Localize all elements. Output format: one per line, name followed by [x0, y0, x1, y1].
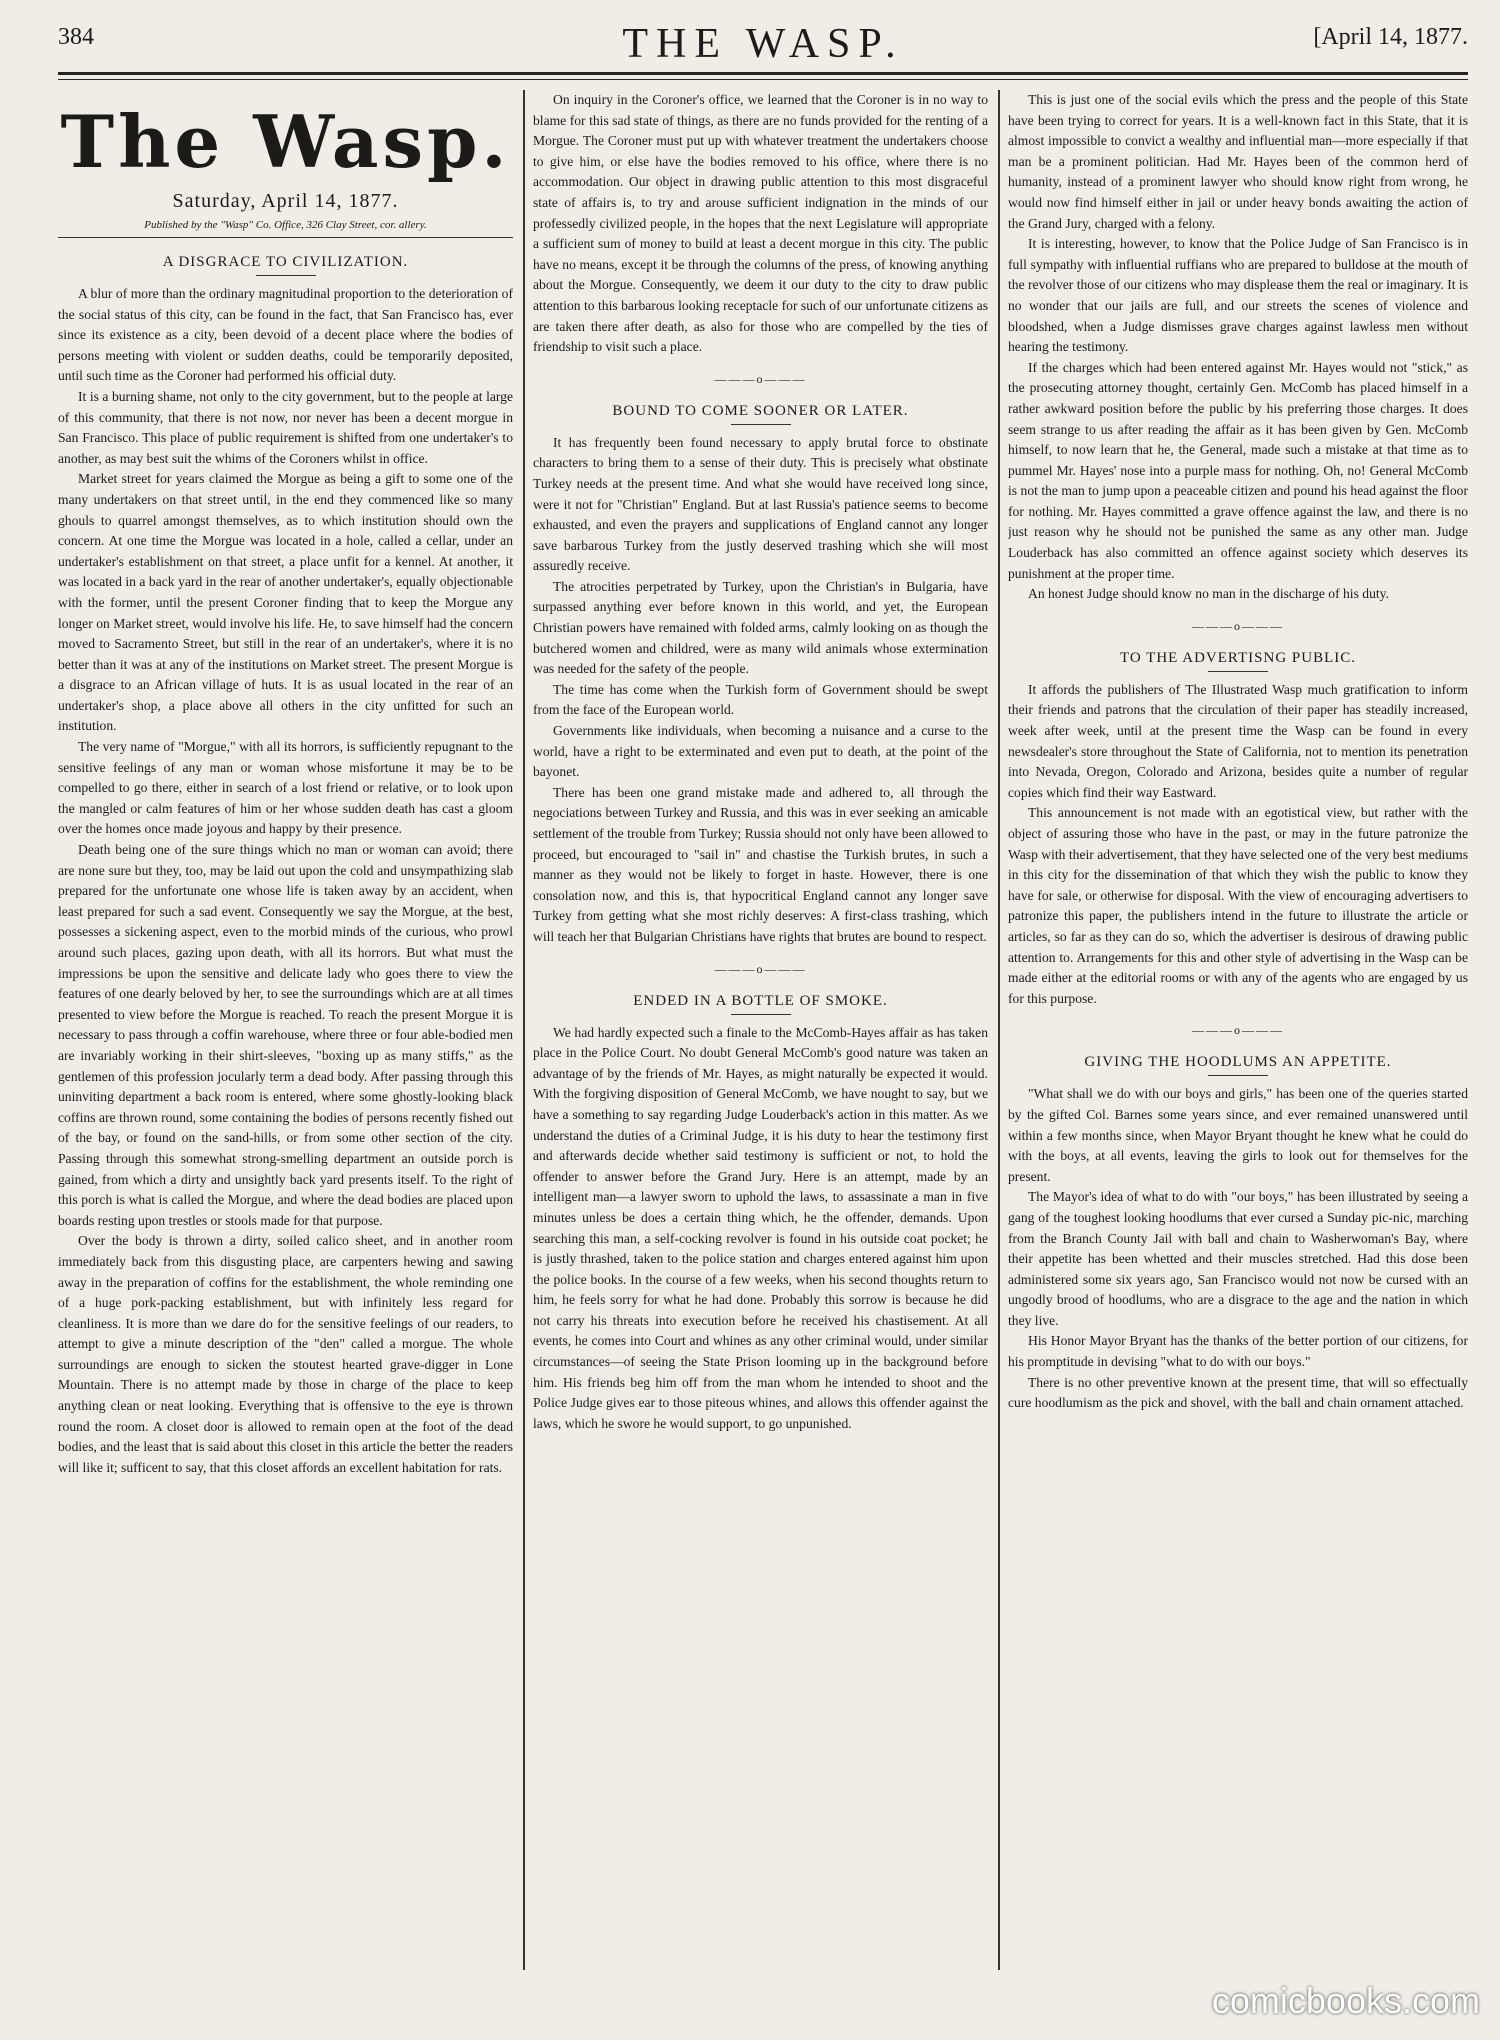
article-paragraph: It is a burning shame, not only to the city government, but to the people at large of this community, that there is not now, nor never has been a decent morgue in San Francisco. This place of public requirement is shifted from one undertaker's to another, as may best suit the whims of the Coroners whilst in office. — [58, 388, 513, 466]
running-title: THE WASP. — [622, 21, 904, 67]
article-paragraph: His Honor Mayor Bryant has the thanks of the better portion of our citizens, for his promptitude in devising "what to do with our boys." — [1008, 1333, 1468, 1370]
article-paragraph: This is just one of the social evils which the press and the people of this State have been trying to correct for years. It is a well-known fact in this State, that it is almost impossible to convict a wealthy and influential man—more especially if that man be a prominent politician. Had Mr. Hayes been of the common herd of humanity, instead of a prominent lawyer who should know right from wrong, he would now find himself either in jail or under heavy bonds awaiting the action of the Grand Jury, charged with a felony. — [1008, 92, 1468, 231]
article-title: TO THE ADVERTISNG PUBLIC. — [1119, 649, 1357, 666]
header-rule — [58, 72, 1468, 75]
ornament-divider: ———o——— — [1192, 618, 1284, 633]
article-title: BOUND TO COME SOONER OR LATER. — [612, 402, 909, 419]
page-header — [58, 20, 1468, 72]
column-rule — [998, 90, 1000, 1970]
article-paragraph: There has been one grand mistake made and adhered to, all through the negociations between Turkey and Russia, and this was in ever seeking an amicable settlement of the trouble from Turkey; Russia should not only have been allowed to proceed, but encouraged to "sail in" and chastise the Turkish brutes, in such a manner as they would not be likely to forget in haste. However, there is one consolation now, and this is, that hypocritical England cannot any longer save Turkey from getting what she most richly deserves: A first-class trashing, which will teach her that Bulgarian Christians have rights that brutes are bound to respect. — [533, 784, 988, 944]
article-paragraph: Death being one of the sure things which no man or woman can avoid; there are none sure but they, too, may be laid out upon the cold and unsympathizing slab prepared for the unfortunate one whose life is taken away by an accident, when least prepared for such a sad event. Consequently we say the Morgue, at the best, possesses a sickening aspect, even to the morbid minds of the curious, who prowl around such places, gazing upon death, with all its horrors. But what must the impressions be upon the sensitive and delicate lady who goes there to view the features of one dearly beloved by her, to see the surroundings which are at all times presented to view before the Morgue is reached. To reach the present Morgue it is necessary to pass through a coffin warehouse, where three or four able-bodied men are invariably working in their shirt-sleeves, "boxing up as many stiffs," as the gentlemen of this profession jocularly term a dead body. After passing through this uninviting department a back room is entered, where some ghostly-looking black coffins are thrown round, some containing the bodies of persons recently fished out of the bay, or found on the sand-hills, or from some other section of the city. Passing through this somewhat strong-smelling department an outside porch is gained, from which a dirty and unsightly back yard presents itself. To the right of this porch is what is called the Morgue, and where the dead bodies are placed upon boards resting upon trestles or stools made for that purpose. — [58, 842, 513, 1228]
masthead-date: Saturday, April 14, 1877. — [172, 190, 399, 212]
article-paragraph: On inquiry in the Coroner's office, we learned that the Coroner is in no way to blame for this sad state of things, as there are no funds provided for the renting of a Morgue. The Coroner must put up with whatever treatment the undertakers choose to give him, or else have the bodies removed to his office, where there is no accommodation. Our object in drawing public attention to this most disgraceful state of affairs is, to try and arouse sufficient indignation in the minds of our professedly civilized people, in the hopes that the next Legislature will appropriate a sufficient sum of money to build at least a decent morgue in this city. The public have no means, except it be through the columns of the press, of knowing anything about the Morgue. Consequently, we deem it our duty to the city to draw public attention to this barbarous looking receptacle for such of our unfortunate citizens as are taken there after death, as also for those who are compelled by the ties of friendship to visit such a place. — [533, 92, 988, 355]
article-paragraph: It affords the publishers of The Illustrated Wasp much gratification to inform their friends and patrons that the circulation of their paper has steadily increased, week after week, until at the present time the Wasp can be found in every newsdealer's store throughout the State of California, not to mention its penetration into Nevada, Oregon, Colorado and Arizona, besides quite a number of regular copies which find their way Eastward. — [1008, 681, 1468, 800]
article-paragraph: It is interesting, however, to know that the Police Judge of San Francisco is in full sympathy with influential ruffians who are prepared to bulldose at the mouth of the revolver those of our citizens who may displease them the real or imaginary. It is no wonder that our jails are full, and our streets the scenes of violence and bloodshed, when a Judge dismisses grave charges against lawless men without hearing the testimony. — [1008, 236, 1468, 355]
article-paragraph: Over the body is thrown a dirty, soiled calico sheet, and in another room immediately back from this disgusting place, are carpenters hewing and sawing away in the preparation of coffins for the establishment, the whole reminding one of a huge pork-packing establishment, but with infinitely less regard for cleanliness. It is more than we dare do for the sensitive feelings of our readers, to attempt to give a minute description of the "den" called a morgue. The whole surroundings are enough to sicken the stoutest hearted grave-digger in Lone Mountain. There is no attempt made by those in charge of the place to keep anything clean or neat looking. Everything that is offensive to the eye is thrown round the room. A closet door is allowed to remain open at the foot of the dead bodies, and the least that is said about this closet in this article the better the readers will like it; sufficent to say, that this closet affords an excellent habitation for rats. — [58, 1233, 513, 1475]
page-number: 384 — [58, 24, 94, 50]
masthead-title: The Wasp. — [60, 99, 511, 184]
article-title: A DISGRACE TO CIVILIZATION. — [162, 254, 409, 270]
article-paragraph: This announcement is not made with an egotistical view, but rather with the object of assuring those who have in the past, or may in the future patronize the Wasp with their advertisement, that they have selected one of the very best mediums in this city for the dissemination of that which they wish the public to know they have for sale, or otherwise for disposal. With the view of encouraging advertisers to patronize this paper, the publishers intend in the future to illustrate the article or articles, so far as they can do so, which the advertiser is desirous of drawing public attention to. Arrangements for this and other style of advertising in the Wasp can be made either at the editorial rooms or with any of the agents who are engaged by us for this purpose. — [1008, 805, 1468, 1006]
article-paragraph: The very name of "Morgue," with all its horrors, is sufficiently repugnant to the sensitive feelings of any man or woman whose misfortune it may be to be compelled to go there, either in search of a lost friend or relative, or to look upon the mangled or calm features of him or her whose sudden death has cast a gloom over the homes once made joyous and happy by their presence. — [58, 739, 513, 837]
title-rule — [256, 275, 316, 276]
column-1 — [58, 90, 513, 1970]
article-paragraph: It has frequently been found necessary to apply brutal force to obstinate characters to bring them to a sense of their duty. This is precisely what obstinate Turkey needs at the present time. And what she would have received long since, were it not for "Christian" England. But at last Russia's patience seems to become exhausted, and even the prayers and supplications of England cannot any longer save barbarous Turkey from the justly deserved trashing which she will most assuredly receive. — [533, 434, 988, 574]
article-paragraph: The Mayor's idea of what to do with "our boys," has been illustrated by seeing a gang of the toughest looking hoodlums that ever cursed a Sunday pic-nic, marching from the Branch County Jail with ball and chain to Washerwoman's Bay, where their appetite has been whetted and their muscles stretched. Had this dose been administered some six years ago, San Francisco would not now be cursed with an ungodly brood of hoodlums, who are a disgrace to the age and the nation in which they live. — [1008, 1189, 1468, 1328]
article-paragraph: "What shall we do with our boys and girls," has been one of the queries started by the gifted Col. Barnes some years since, and ever remained unanswered until within a few months since, when Mayor Bryant thought he knew what he could do with the boys, at all events, leaving the girls to look out for themselves for the present. — [1008, 1086, 1468, 1184]
ornament-divider: ———o——— — [1192, 1023, 1284, 1038]
title-rule — [731, 1014, 791, 1015]
column-2 — [533, 90, 988, 1970]
running-date: [April 14, 1877. — [1313, 24, 1468, 50]
article-paragraph: An honest Judge should know no man in the discharge of his duty. — [1028, 586, 1389, 602]
header-rule-thin — [58, 79, 1468, 80]
watermark-text: comicbooks.com — [1211, 1980, 1480, 2021]
title-rule — [1208, 1075, 1268, 1076]
ornament-divider: ———o——— — [714, 371, 807, 386]
article-paragraph: Governments like individuals, when becoming a nuisance and a curse to the world, have a right to be exterminated and even put to death, at the point of the bayonet. — [533, 723, 988, 780]
ornament-divider: ———o——— — [714, 961, 807, 976]
masthead — [58, 98, 513, 238]
masthead-publisher: Published by the "Wasp" Co. Office, 326 Clay Street, cor. allery. — [144, 219, 427, 231]
article-title: GIVING THE HOODLUMS AN APPETITE. — [1084, 1054, 1392, 1071]
title-rule — [731, 424, 791, 425]
article-paragraph: A blur of more than the ordinary magnitudinal proportion to the deterioration of the social status of this city, can be found in the fact, that San Francisco has, ever since its existence as a city, been devoid of a decent place where the bodies of persons meeting with violent or sudden deaths, could be temporarily deposited, until such time as the Coroner had performed his official duty. — [58, 286, 513, 384]
article-title: ENDED IN A BOTTLE OF SMOKE. — [633, 992, 888, 1009]
article-paragraph: Market street for years claimed the Morgue as being a gift to some one of the many undertakers on that street until, in the end they commenced like so many ghouls to quarrel amongst themselves, as to which institution should own the concern. At one time the Morgue was located in a hole, called a cellar, under an undertaker's establishment on that street, a place unfit for a kennel. At another, it was located in a back yard in the rear of another undertaker's, equally objectionable with the former, until the present Coroner finding that to keep the Morgue any longer on Market street, would involve his life. He, to save himself had the concern moved to Sacramento Street, but still in the rear of an undertaker's, where it is no better than it was at any of the institutions on Market street. The present Morgue is a disgrace to an African village of huts. It is as usual located in the rear of an undertaker's shop, a place above all others in the city unfitted for such an institution. — [58, 471, 513, 734]
article-paragraph: The atrocities perpetrated by Turkey, upon the Christian's in Bulgaria, have surpassed anything ever before known in this world, and yet, the European Christian powers have remained with folded arms, calmly looking on as though the butchered women and childred, were as many wild animals whose extermination was needed for the safety of the people. — [533, 578, 988, 677]
title-rule — [1208, 671, 1268, 672]
article-paragraph: There is no other preventive known at the present time, that will so effectually cure hoodlumism as the pick and shovel, with the ball and chain ornament attached. — [1008, 1374, 1468, 1411]
article-paragraph: The time has come when the Turkish form of Government should be swept from the face of the European world. — [533, 681, 988, 718]
article-paragraph: We had hardly expected such a finale to the McComb-Hayes affair as has taken place in the Police Court. No doubt General McComb's good nature was taken an advantage of by the friends of Mr. Hayes, as might naturally be expected it would. With the forgiving disposition of General McComb, we have nought to say, but we have a something to say regarding Judge Louderback's action in this matter. As we understand the duties of a Criminal Judge, it is his duty to hear the testimony first and afterwards decide whether said testimony is sufficient or not, to hold the offender to answer before the Grand Jury. Here is an attempt, made by an intelligent man—a lawyer sworn to uphold the laws, to assassinate a man in five minutes unless be does a certain thing which, he the offender, demands. Upon searching this man, a self-cocking revolver is found in his outside coat pocket; he is justly thrashed, taken to the police station and charges entered against him upon the police books. In the course of a few weeks, when his second thoughts return to him, he feels sorry for what he had done. Probably this sorrow is because he did not carry his threats into execution before he received his chastisement. At all events, he comes into Court and whines as any other criminal would, under similar circumstances—of seeing the State Prison looming up in the background before him. His friends beg him off from the man whom he intended to shoot and the Police Judge gives ear to those piteous whines, and allows this offender against the laws, which he swore he would support, to go unpunished. — [533, 1024, 988, 1431]
column-3 — [1008, 90, 1468, 1970]
article-paragraph: If the charges which had been entered against Mr. Hayes would not "stick," as the prosecuting attorney thought, certainly Gen. McComb has placed himself in a rather awkward position before the public by his preferring those charges. It does seem strange to us after reading the affair as it has been given by Gen. McComb himself, to now learn that he, the General, made such a mistake at that time as to pummel Mr. Hayes' nose into a purple mass for nothing. Oh, no! General McComb is not the man to jump upon a peaceable citizen and pound his head against the floor for nothing. Mr. Hayes committed a grave offence against the law, and there is no just reason why he should not be punished the same as any other man. Judge Louderback has also committed an offence against society which deserves its punishment at the proper time. — [1008, 359, 1468, 581]
column-rule — [523, 90, 525, 1970]
